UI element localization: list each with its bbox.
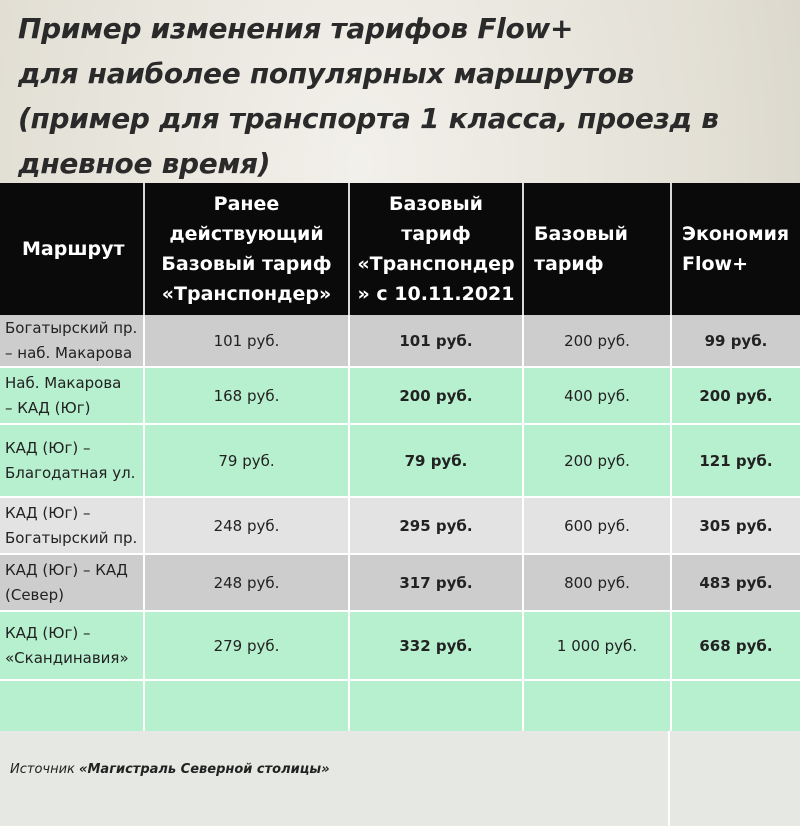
route-cell: КАД (Юг) – «Скандинавия» [0, 611, 144, 680]
table-row [0, 554, 800, 611]
route-cell: Богатырский пр. – наб. Макарова [0, 315, 144, 367]
header-previous-tariff: Ранее действующий Базовый тариф «Транспондер» [144, 183, 349, 315]
table-header-row [0, 183, 800, 315]
source-label: Источник [10, 762, 75, 777]
base-tariff-cell: 800 руб. [523, 554, 671, 611]
savings-cell: 668 руб. [671, 611, 800, 680]
previous-tariff-cell: 79 руб. [144, 424, 349, 497]
savings-cell: 200 руб. [671, 367, 800, 424]
previous-tariff-cell: 168 руб. [144, 367, 349, 424]
route-cell: Наб. Макарова – КАД (Юг) [0, 367, 144, 424]
base-tariff-cell: 1 000 руб. [523, 611, 671, 680]
table-row [0, 497, 800, 554]
title-line: для наиболее популярных маршрутов [18, 57, 635, 90]
route-cell: КАД (Юг) – КАД (Север) [0, 554, 144, 611]
route-cell: КАД (Юг) – Богатырский пр. [0, 497, 144, 554]
savings-cell: 483 руб. [671, 554, 800, 611]
new-transponder-cell: 295 руб. [349, 497, 523, 554]
savings-cell: 305 руб. [671, 497, 800, 554]
table-row [0, 315, 800, 367]
table-row [0, 424, 800, 497]
title-line: (пример для транспорта 1 класса, проезд в [18, 102, 719, 135]
route-cell: КАД (Юг) – Благодатная ул. [0, 424, 144, 497]
slide-title [18, 6, 788, 186]
new-transponder-cell: 317 руб. [349, 554, 523, 611]
base-tariff-cell: 200 руб. [523, 315, 671, 367]
empty-row [0, 680, 800, 732]
previous-tariff-cell: 279 руб. [144, 611, 349, 680]
previous-tariff-cell: 248 руб. [144, 497, 349, 554]
source-footer [0, 731, 800, 826]
previous-tariff-cell: 248 руб. [144, 554, 349, 611]
header-savings: Экономия Flow+ [671, 183, 800, 315]
savings-cell: 99 руб. [671, 315, 800, 367]
base-tariff-cell: 200 руб. [523, 424, 671, 497]
savings-cell: 121 руб. [671, 424, 800, 497]
footer-divider [668, 731, 670, 826]
header-new-transponder-tariff: Базовый тариф «Транспондер » с 10.11.2021 [349, 183, 523, 315]
new-transponder-cell: 79 руб. [349, 424, 523, 497]
tariff-table [0, 183, 800, 733]
title-line: Пример изменения тарифов Flow+ [18, 12, 574, 45]
title-line: дневное время) [18, 147, 271, 180]
table-row [0, 367, 800, 424]
previous-tariff-cell: 101 руб. [144, 315, 349, 367]
header-base-tariff: Базовый тариф [523, 183, 671, 315]
header-route: Маршрут [0, 183, 144, 315]
source-name: «Магистраль Северной столицы» [79, 762, 330, 777]
new-transponder-cell: 332 руб. [349, 611, 523, 680]
source-text [10, 762, 330, 777]
new-transponder-cell: 101 руб. [349, 315, 523, 367]
table-row [0, 611, 800, 680]
new-transponder-cell: 200 руб. [349, 367, 523, 424]
base-tariff-cell: 400 руб. [523, 367, 671, 424]
base-tariff-cell: 600 руб. [523, 497, 671, 554]
